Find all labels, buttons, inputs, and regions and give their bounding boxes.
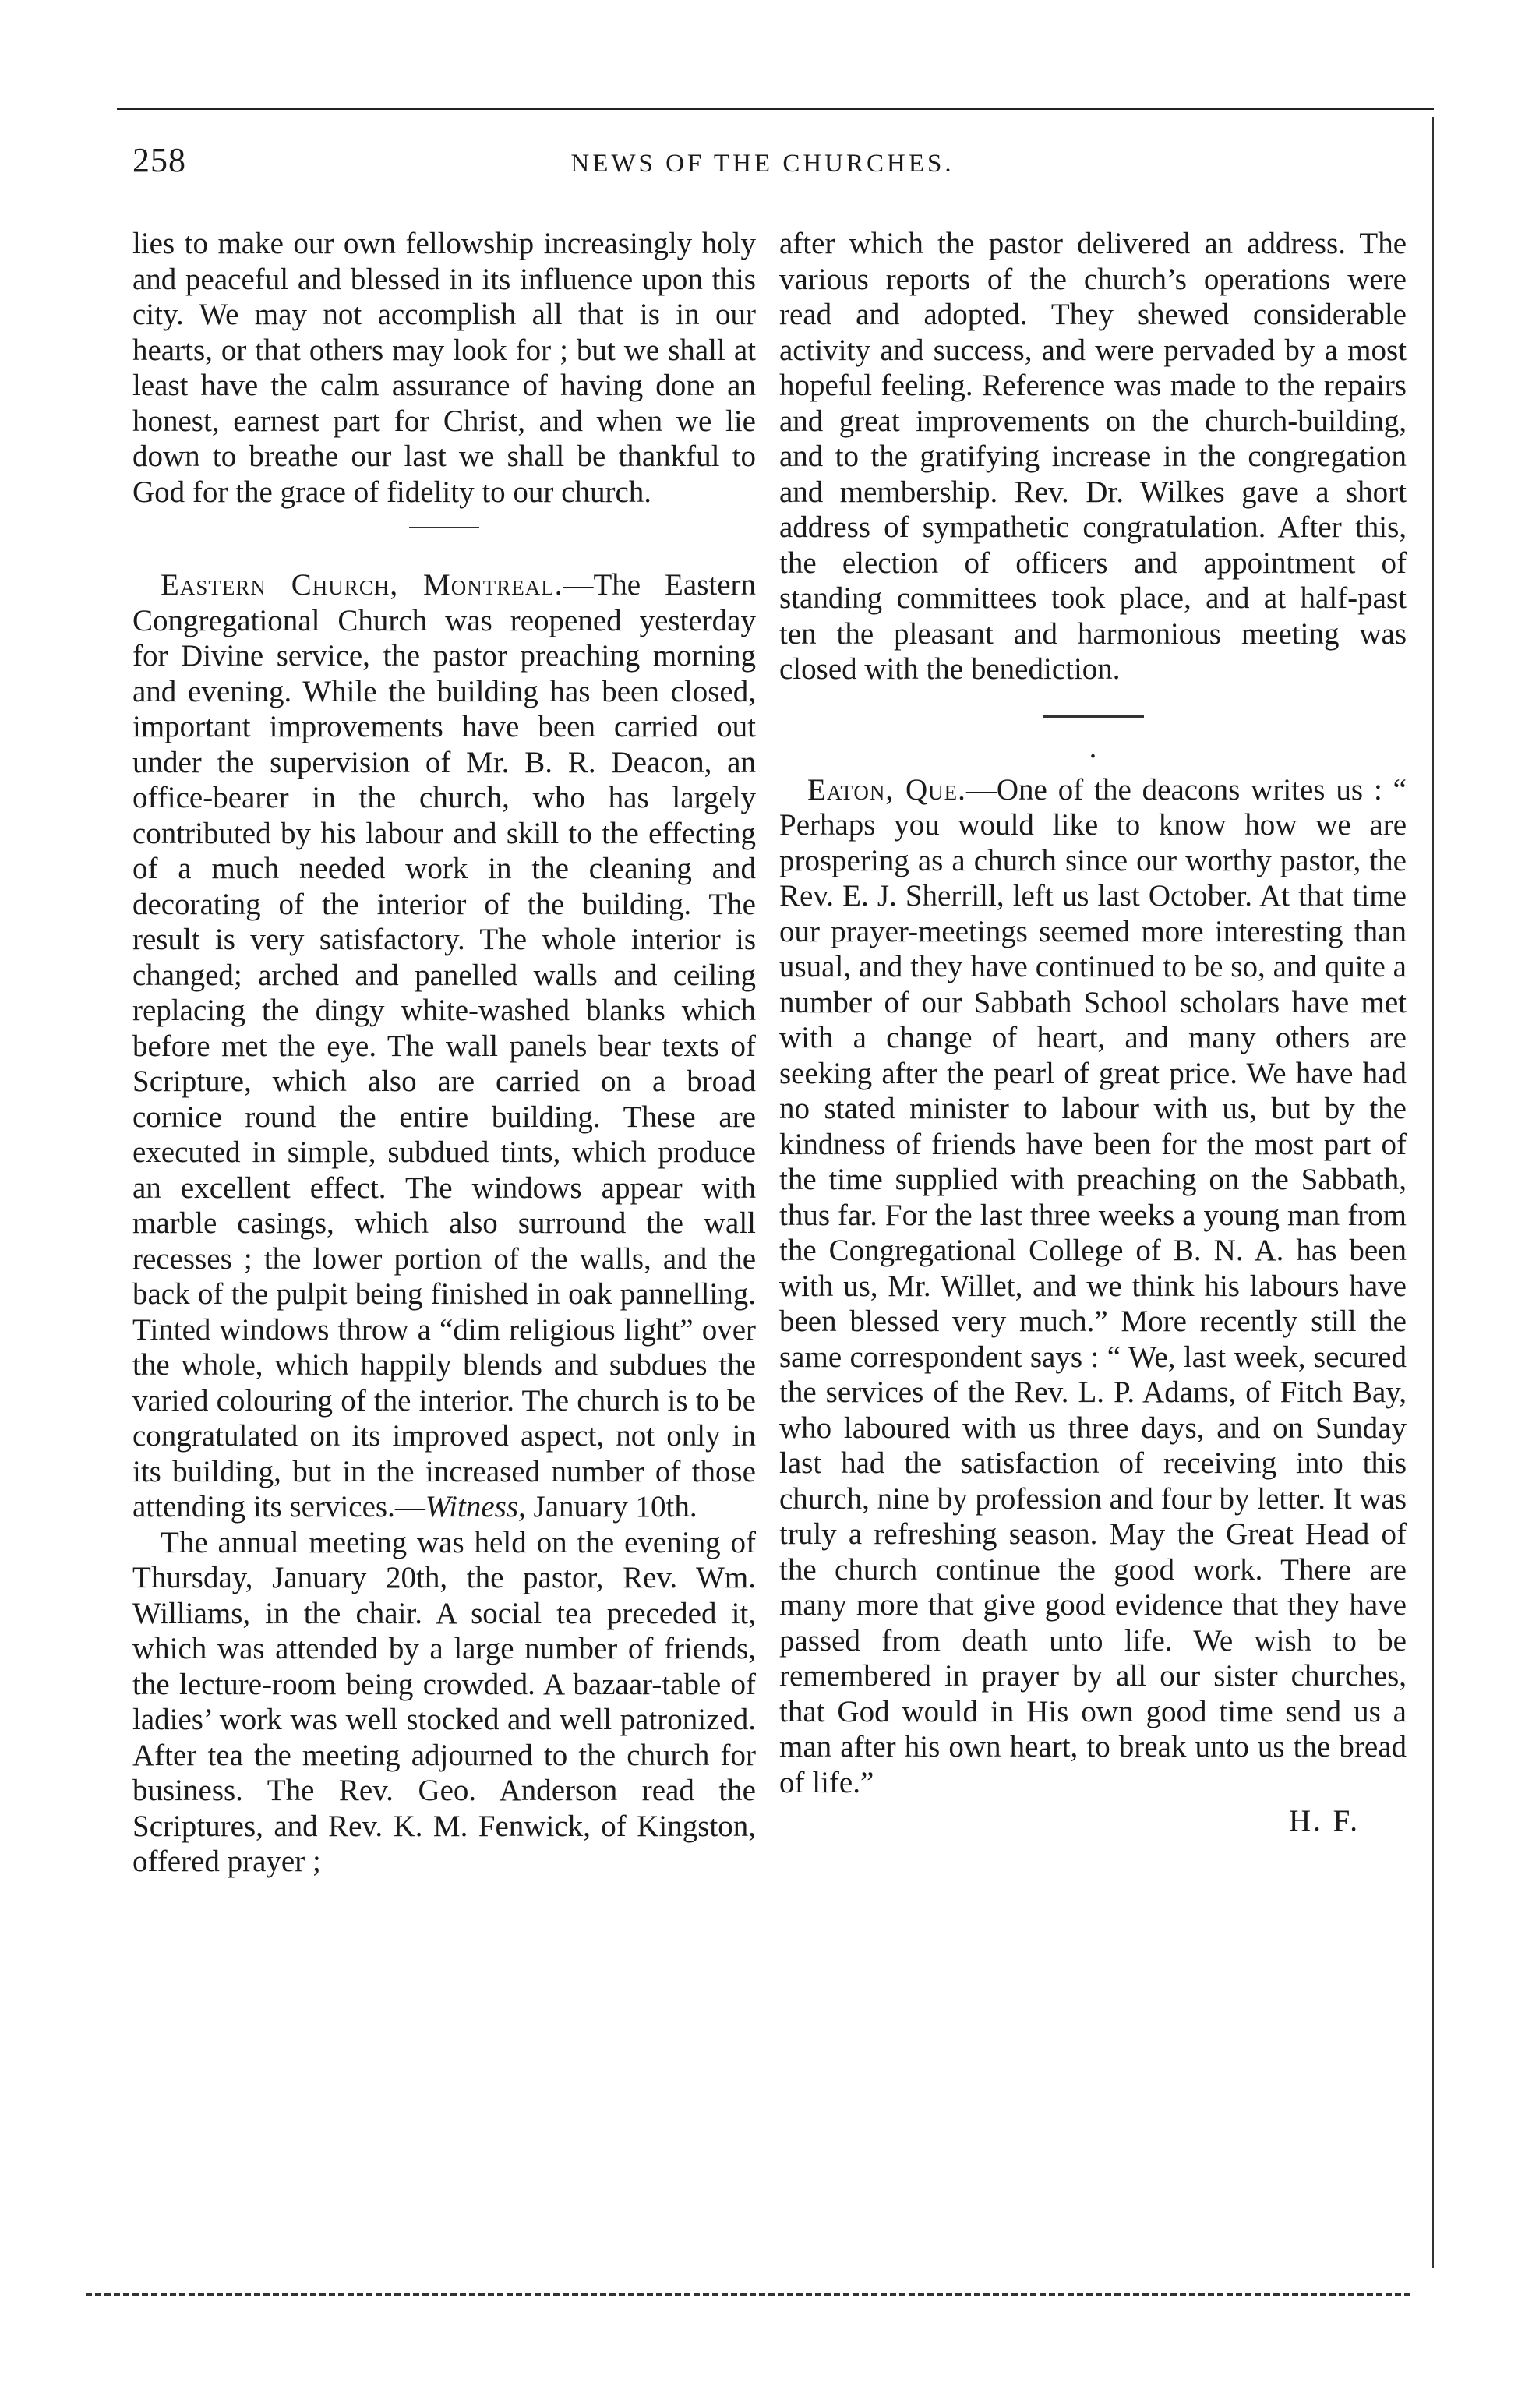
eaton-article (779, 772, 1407, 1801)
continuation-paragraph: lies to make our own fellowship increasingly holy and peaceful and blessed in its influence upon this city. We may not accomplish all that is in our hearts, or that others may look for ; but we shall at least have the calm assurance of having done an honest, earnest part for Christ, and when we lie down to breathe our last we shall be thankful to God for the grace of fidelity to our church. (132, 227, 756, 509)
eaton-body: —One of the deacons writes us : “ Perhaps you would like to know how we are prospering as a church since our worthy pastor, the Rev. E. J. Sherrill, left us last October. At that time our prayer-meetings seemed more interesting than usual, and they have continued to be so, and quite a number of our Sabbath School scholars have met with a change of heart, and many others are seeking after the pearl of great price. We have had no stated minister to labour with us, but by the kindness of friends have been for the most part of the time supplied with preaching on the Sabbath, thus far. For the last three weeks a young man from the Congregational College of B. N. A. has been with us, Mr. Willet, and we think his labours have been blessed very much.” More recently still the same correspondent says : “ We, last week, secured the services of the Rev. L. P. Adams, of Fitch Bay, who laboured with us three days, and on Sunday last had the satisfaction of receiving into this church, nine by profession and four by letter. It was truly a refreshing season. May the Great Head of the church continue the good work. There are many more that give good evidence that they have passed from death unto life. We wish to be remembered in prayer by all our sister churches, that God would in His own good time send us a man after his own heart, to break unto us the bread of life.” (779, 772, 1407, 1799)
annual-meeting-paragraph: The annual meeting was held on the evening of Thursday, January 20th, the pastor, Rev. Wm. Williams, in the chair. A social tea preceded it, which was attended by a large number of friends, the lecture-room being crowded. A bazaar-table of ladies’ work was well stocked and well patronized. After tea the meeting adjourned to the church for business. The Rev. Geo. Anderson read the Scriptures, and Rev. K. M. Fenwick, of Kingston, offered prayer ; (132, 1525, 756, 1878)
eastern-church-body: —The Eastern Congregational Church was reopened yesterday for Divine service, the pastor preaching morning and evening. While the building has been closed, important improvements have been carried out under the supervision of Mr. B. R. Deacon, an office-bearer in the church, who has largely contributed by his labour and skill to the effecting of a much needed work in the cleaning and decorating of the interior of the building. The result is very satisfactory. The whole interior is changed; arched and panelled walls and ceiling replacing the dingy white-washed blanks which before met the eye. The wall panels bear texts of Scripture, which also are carried on a broad cornice round the entire building. These are executed in simple, subdued tints, which produce an excellent effect. The windows appear with marble casings, which also surround the wall recesses ; the lower portion of the walls, and the back of the pulpit being finished in oak pannelling. Tinted windows throw a “dim religious light” over the whole, which happily blends and subdues the varied colouring of the interior. The church is to be congratulated on its improved aspect, not only in its building, but in the increased number of those attending its services.— (132, 568, 756, 1524)
right-border-rule (1432, 117, 1434, 2268)
bottom-rule (86, 2293, 1410, 2296)
eastern-church-heading: Eastern Church, Montreal. (161, 568, 563, 602)
stray-mark: · (1088, 739, 1098, 773)
eastern-church-article (132, 567, 756, 1525)
eastern-church-source: Witness, (425, 1490, 526, 1524)
eaton-heading: Eaton, Que. (807, 772, 966, 807)
top-rule (117, 108, 1434, 110)
left-column (132, 226, 756, 1880)
signature: H. F. (1289, 1804, 1360, 1838)
page-number: 258 (132, 141, 186, 179)
section-divider (1043, 715, 1144, 718)
annual-meeting-continuation: after which the pastor delivered an address. The various reports of the church’s operations were read and adopted. They shewed considerable activity and success, and were pervaded by a most hopeful feeling. Reference was made to the repairs and great improvements on the church-building, and to the gratifying increase in the congregation and membership. Rev. Dr. Wilkes gave a short address of sympathetic congratulation. After this, the election of officers and appointment of standing committees took place, and at half-past ten the pleasant and harmonious meeting was closed with the benediction. (779, 227, 1407, 686)
right-column (779, 226, 1407, 1839)
running-title: NEWS OF THE CHURCHES. (570, 150, 955, 178)
section-divider (409, 527, 479, 528)
eastern-church-date: January 10th. (525, 1490, 697, 1524)
